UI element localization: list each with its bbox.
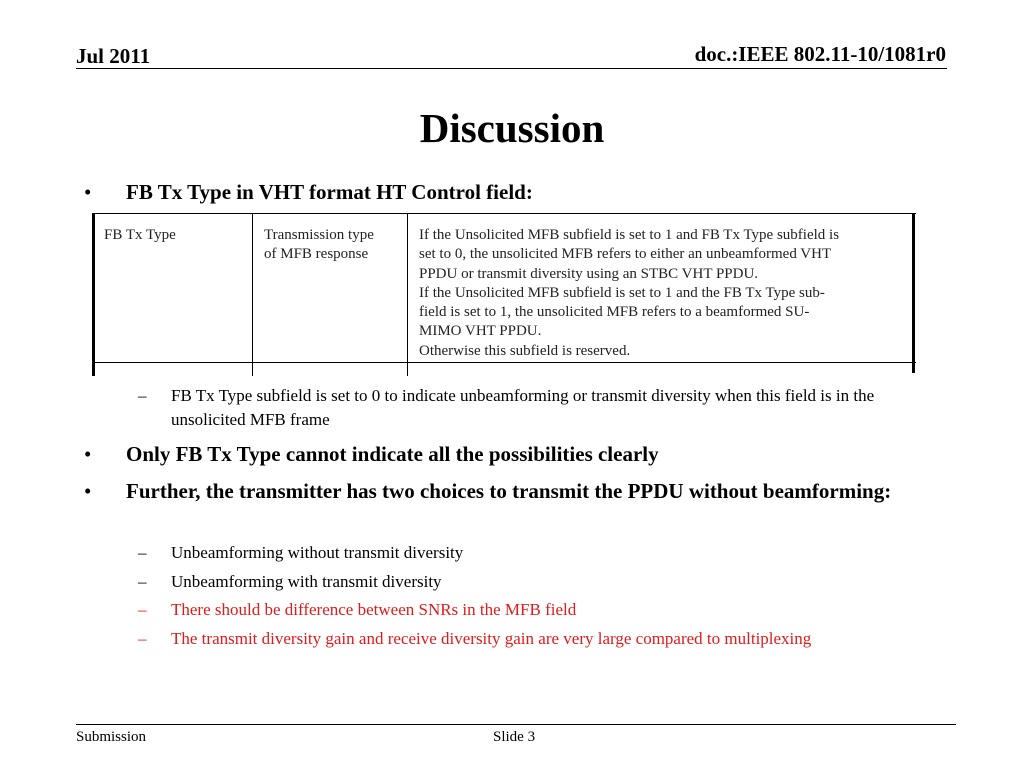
sub-bullet-symbol: –: [138, 572, 147, 591]
sub-bullet-symbol: –: [138, 543, 147, 562]
header-date: Jul 2011: [76, 44, 151, 68]
bullet-text: Further, the transmitter has two choices to transmit the PPDU without beamforming:: [126, 479, 892, 503]
sub-bullet-text: Unbeamforming without transmit diversity: [171, 543, 464, 562]
table-cell-line: FB Tx Type: [104, 227, 176, 243]
footer-rule: [76, 724, 956, 725]
bullet-item: [84, 177, 944, 208]
table-cell-line: MIMO VHT PPDU.: [419, 323, 542, 340]
fb-tx-type-table: [92, 213, 916, 376]
table-cell-line: of MFB response: [264, 246, 369, 263]
slide-title: Discussion: [419, 105, 605, 151]
sub-bullet-text: There should be difference between SNRs in the MFB field: [171, 600, 577, 619]
sub-bullet-text: Unbeamforming with transmit diversity: [171, 572, 442, 591]
table-left-border: [92, 213, 95, 376]
table-cell-description: [419, 226, 909, 361]
table-cell-line: Transmission type: [264, 227, 374, 243]
table-cell-line: If the Unsolicited MFB subfield is set to 1 and the FB Tx Type sub-: [419, 284, 825, 301]
sub-bullet-symbol: –: [138, 629, 147, 648]
header-rule: [76, 68, 947, 69]
sub-bullet-item: [138, 541, 938, 565]
bullet-symbol: •: [84, 479, 92, 503]
table-right-border: [912, 213, 915, 373]
footer-submission: Submission: [76, 729, 147, 745]
bullet-text: FB Tx Type in VHT format HT Control field:: [126, 180, 533, 204]
table-top-rule: [92, 213, 916, 214]
sub-bullet-item: [138, 627, 938, 651]
bullet-symbol: •: [84, 442, 92, 466]
sub-bullet-item: [138, 598, 938, 622]
sub-bullet-symbol: –: [138, 600, 147, 619]
sub-bullet-text: The transmit diversity gain and receive diversity gain are very large compared to multiplexing: [171, 629, 812, 648]
sub-bullet-item: [138, 570, 938, 594]
table-cell-line: field is set to 1, the unsolicited MFB refers to a beamformed SU-: [419, 304, 810, 321]
table-cell-line: Otherwise this subfield is reserved.: [419, 342, 631, 359]
table-cell-line: If the Unsolicited MFB subfield is set to 1 and FB Tx Type subfield is: [419, 227, 840, 243]
header-doc-id: doc.:IEEE 802.11-10/1081r0: [694, 42, 946, 66]
table-cell-meaning: [264, 226, 374, 265]
sub-bullet-symbol: –: [138, 386, 147, 405]
bullet-symbol: •: [84, 180, 92, 204]
table-cell-line: PPDU or transmit diversity using an STBC VHT PPDU.: [419, 265, 759, 282]
table-col-divider: [407, 213, 408, 376]
bullet-item: [84, 476, 944, 538]
table-cell-line: set to 0, the unsolicited MFB refers to either an unbeamformed VHT: [419, 246, 832, 263]
table-bottom-rule: [92, 362, 916, 363]
slide-number: Slide 3: [493, 729, 536, 745]
sub-bullet-item: [138, 384, 938, 432]
bullet-text: Only FB Tx Type cannot indicate all the possibilities clearly: [126, 442, 659, 466]
table-cell-field: [104, 226, 176, 245]
table-col-divider: [252, 213, 253, 376]
bullet-item: [84, 439, 944, 470]
sub-bullet-text: FB Tx Type subfield is set to 0 to indicate unbeamforming or transmit diversity when this field is in the unsolicited MFB frame: [171, 386, 875, 429]
